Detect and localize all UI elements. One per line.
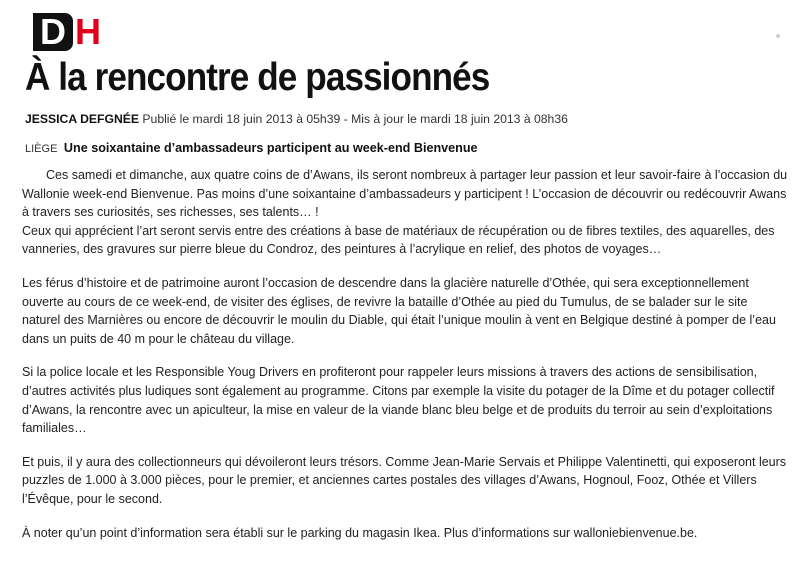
article-paragraph: Ceux qui apprécient l’art seront servis entre des créations à base de matériaux de récupération ou de fibres textiles, des aquarelles, des vanneries, des gravures sur pierre bleue du Condroz, des peintures à l’acrylique en relief, des photos de voyages… [22, 223, 775, 257]
sub-headline: Une soixantaine d’ambassadeurs participent au week-end Bienvenue [63, 141, 478, 155]
author-name: JESSICA DEFGNÉE [25, 112, 140, 126]
site-logo [33, 13, 101, 51]
article-byline [25, 111, 568, 127]
logo-letter-h: H [75, 11, 101, 52]
article-headline: À la rencontre de passionnés [25, 56, 490, 99]
decorative-dot [776, 34, 780, 38]
article-kicker [25, 140, 478, 158]
article-paragraph: Et puis, il y aura des collectionneurs qui dévoileront leurs trésors. Comme Jean-Marie Servais et Philippe Valentinetti, qui exposeront leurs puzzles de 1.000 à 3.000 pièces, pour le premier, et anciennes cartes postales des villages d’Awans, Hognoul, Fooz, Othée et Villers l’Évêque, pour le second. [22, 454, 787, 506]
article-body [22, 166, 788, 557]
publish-info: Publié le mardi 18 juin 2013 à 05h39 - Mis à jour le mardi 18 juin 2013 à 08h36 [142, 112, 568, 126]
article-paragraph: À noter qu’un point d’information sera établi sur le parking du magasin Ikea. Plus d’informations sur walloniebienvenue.be. [22, 525, 698, 540]
location-tag: LIÈGE [25, 143, 58, 155]
logo-letter-d: D [33, 13, 73, 51]
article-paragraph: Si la police locale et les Responsible Youg Drivers en profiteront pour rappeler leurs missions à travers des actions de sensibilisation, d’autres activités plus ludiques sont également au programme. Citons par exemple la visite du potager de la Dîme et du potager collectif d’Awans, la rencontre avec un apiculteur, la mise en valeur de la viande blanc bleu belge et de produits du terroir au sein d’exploitations familiales… [22, 365, 775, 436]
article-paragraph-lead: Ces samedi et dimanche, aux quatre coins de d’Awans, ils seront nombreux à partager leur passion et leur savoir-faire à l’occasion du Wallonie week-end Bienvenue. Pas moins d’une soixantaine d’ambassadeurs y participent ! L’occasion de découvrir ou redécouvrir Awans à travers ses curiosités, ses richesses, ses talents… ! [22, 168, 788, 220]
article-paragraph: Les férus d’histoire et de patrimoine auront l’occasion de descendre dans la glacière naturelle d’Othée, qui sera exceptionnellement ouverte au cours de ce week-end, de visiter des églises, de revivre la bataille d’Othée au pied du Tumulus, de se balader sur le site naturel des Marnières ou encore de découvrir le moulin du Diable, qui était l’unique moulin à vent en Belgique destiné à pomper de l’eau dans un puits de 40 m pour le château du village. [22, 275, 776, 346]
